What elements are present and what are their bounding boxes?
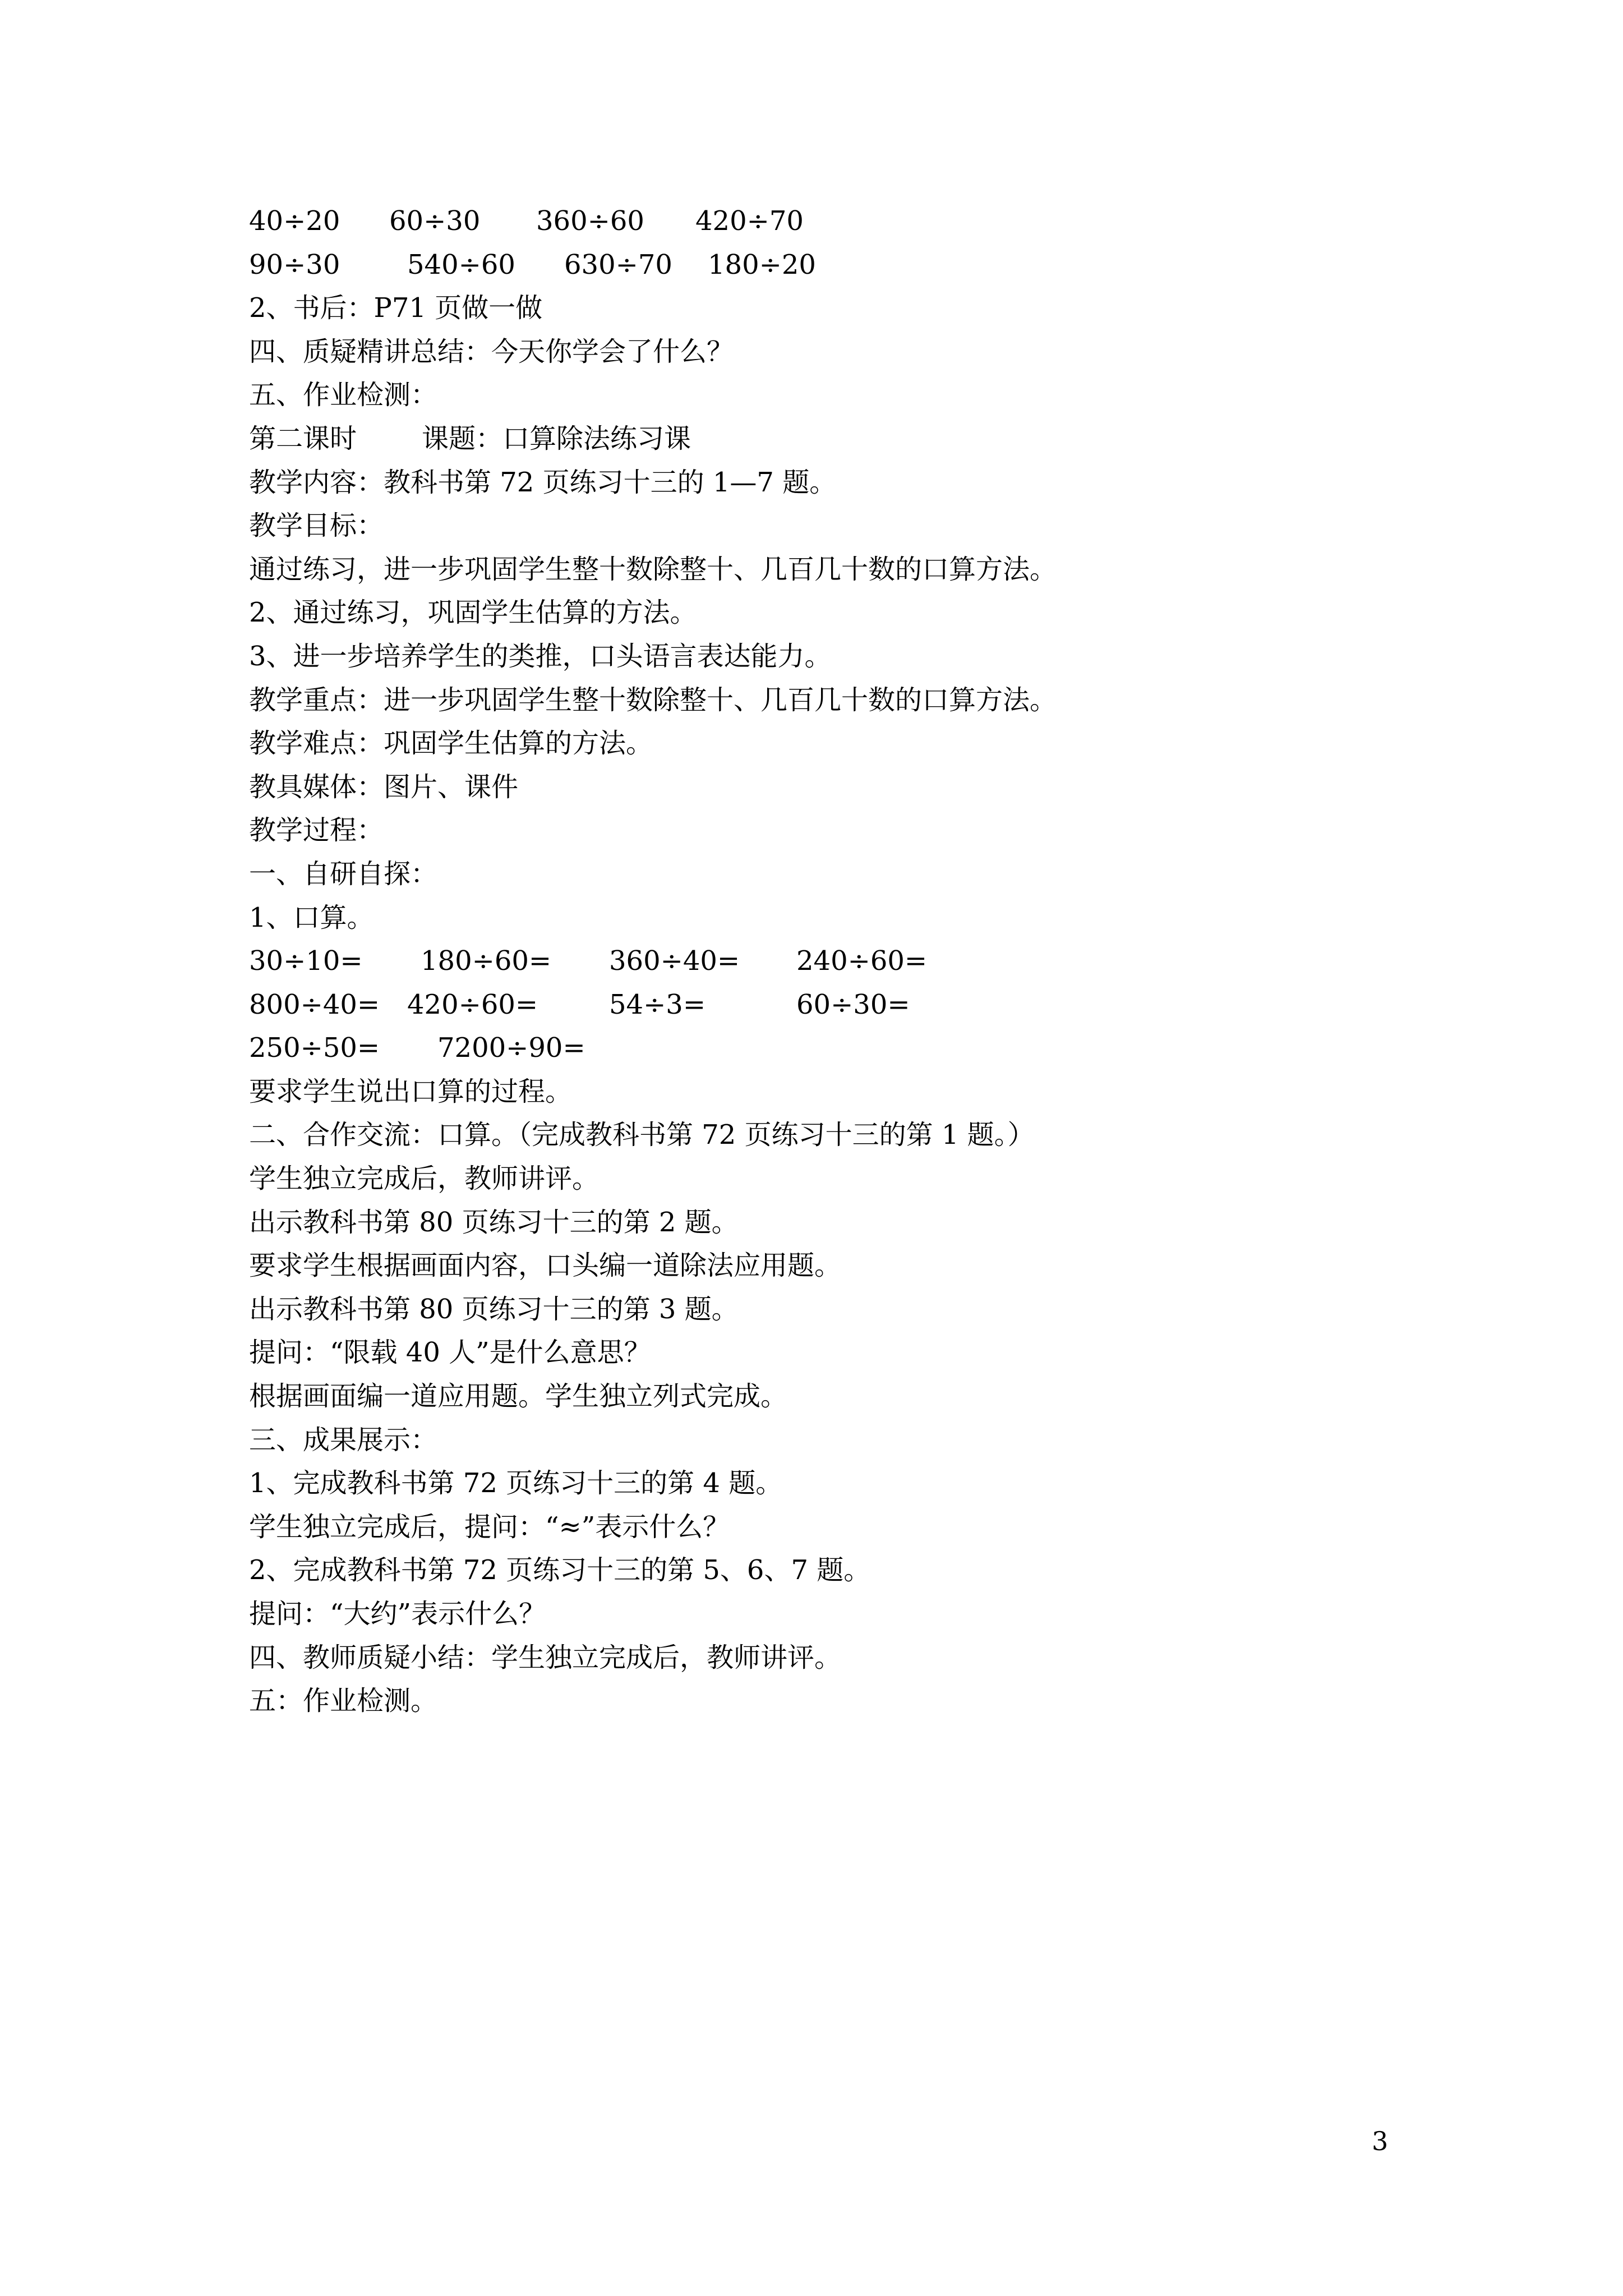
problem: 630÷70 (564, 249, 672, 280)
section-heading: 五、作业检测： (249, 379, 438, 411)
text-line: 要求学生根据画面内容，口头编一道除法应用题。 (249, 1250, 842, 1282)
oral-calc-row-4 (249, 983, 1427, 1027)
text-line: 教学重点：进一步巩固学生整十数除整十、几百几十数的口算方法。 (249, 684, 1057, 716)
section-heading: 四、教师质疑小结：学生独立完成后，教师讲评。 (249, 1641, 842, 1673)
problem: 60÷30 (389, 205, 481, 237)
problem: 250÷50= (249, 1032, 380, 1064)
problem: 360÷40= (609, 945, 740, 977)
section-heading: 三、成果展示： (249, 1424, 438, 1456)
text-line: 2、通过练习，巩固学生估算的方法。 (249, 597, 697, 629)
problem: 420÷70 (695, 205, 804, 237)
problem: 54÷3= (609, 988, 706, 1020)
problem: 7200÷90= (437, 1032, 585, 1064)
oral-calc-row-2 (249, 243, 1427, 287)
document-body (249, 200, 1427, 1723)
page-number: 3 (1372, 2126, 1389, 2156)
lesson-title-line (249, 417, 1427, 461)
lesson-period: 第二课时 (249, 422, 357, 454)
problem: 180÷60= (421, 945, 552, 977)
problem: 30÷10= (249, 945, 363, 977)
text-line: 通过练习，进一步巩固学生整十数除整十、几百几十数的口算方法。 (249, 553, 1057, 585)
section-heading: 四、质疑精讲总结：今天你学会了什么？ (249, 335, 734, 367)
section-heading: 二、合作交流：口算。（完成教科书第 72 页练习十三的第 1 题。） (249, 1119, 1035, 1151)
text-line: 学生独立完成后，提问：“≈”表示什么？ (249, 1511, 730, 1543)
oral-calc-row-5 (249, 1027, 1427, 1070)
lesson-topic: 课题：口算除法练习课 (422, 422, 691, 454)
text-line: 根据画面编一道应用题。学生独立列式完成。 (249, 1381, 788, 1412)
problem: 420÷60= (407, 988, 538, 1020)
text-line: 出示教科书第 80 页练习十三的第 3 题。 (249, 1293, 739, 1325)
problem: 180÷20 (708, 249, 816, 280)
text-line: 1、口算。 (249, 901, 374, 933)
problem: 800÷40= (249, 988, 380, 1020)
text-line: 2、书后：P71 页做一做 (249, 292, 543, 324)
text-line: 3、进一步培养学生的类推，口头语言表达能力。 (249, 640, 832, 672)
problem: 540÷60 (407, 249, 515, 280)
problem: 40÷20 (249, 205, 340, 237)
text-line: 提问：“大约”表示什么？ (249, 1598, 546, 1630)
text-line: 教学目标： (249, 510, 384, 542)
oral-calc-row-3 (249, 940, 1427, 983)
text-line: 教学过程： (249, 815, 384, 846)
problem: 360÷60 (536, 205, 644, 237)
problem: 240÷60= (796, 945, 928, 977)
text-line: 学生独立完成后，教师讲评。 (249, 1163, 600, 1195)
problem: 90÷30 (249, 249, 340, 280)
oral-calc-row-1 (249, 200, 1427, 243)
text-line: 要求学生说出口算的过程。 (249, 1075, 573, 1107)
text-line: 提问：“限载 40 人”是什么意思？ (249, 1337, 651, 1369)
text-line: 出示教科书第 80 页练习十三的第 2 题。 (249, 1206, 739, 1238)
text-line: 2、完成教科书第 72 页练习十三的第 5、6、7 题。 (249, 1554, 871, 1586)
problem: 60÷30= (796, 988, 910, 1020)
section-heading: 一、自研自探： (249, 858, 438, 890)
text-line: 教学内容：教科书第 72 页练习十三的 1—7 题。 (249, 466, 837, 498)
text-line: 教学难点：巩固学生估算的方法。 (249, 728, 653, 760)
text-line: 教具媒体：图片、课件 (249, 771, 519, 803)
section-heading: 五：作业检测。 (249, 1685, 438, 1717)
text-line: 1、完成教科书第 72 页练习十三的第 4 题。 (249, 1467, 783, 1499)
